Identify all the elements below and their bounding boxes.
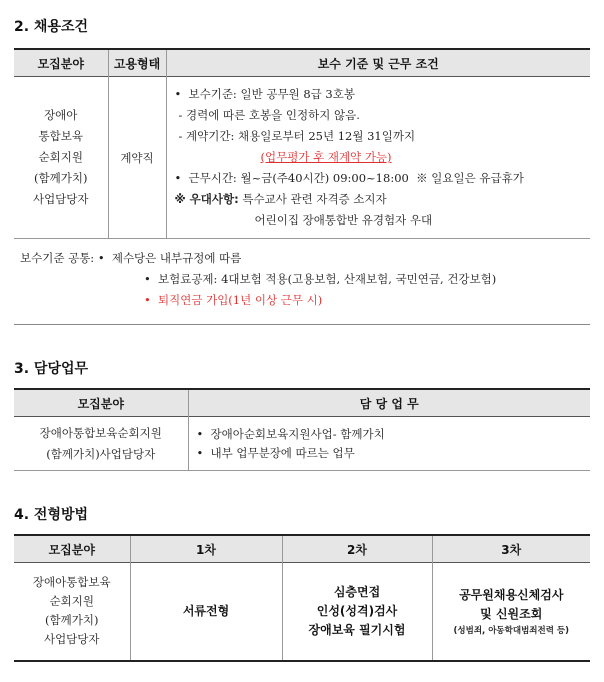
conditions-cell [166, 77, 590, 239]
header-stage-1: 1차 [130, 535, 282, 563]
stage-3-cell [432, 563, 590, 661]
duties-cell [188, 417, 590, 471]
holiday-note: ※ 일요일은 유급휴가 [416, 171, 524, 185]
common-item-insurance: 보험료공제: 4대보험 적용(고용보험, 산재보험, 국민연금, 건강보험) [158, 272, 497, 286]
field-cell [14, 417, 188, 471]
duty-item: 장애아순회보육지원사업- 함께가치 [210, 426, 385, 441]
section-divider [14, 324, 590, 325]
stage-2-item: 장애보육 필기시험 [308, 622, 406, 637]
section-title-employment-conditions: 2. 채용조건 [14, 19, 89, 35]
header-field: 모집분야 [14, 389, 188, 417]
header-field: 모집분야 [14, 535, 130, 563]
common-pay-notes [20, 248, 496, 311]
field-line: (함께가치) [45, 613, 99, 628]
common-label: 보수기준 공통: [20, 251, 95, 265]
duty-item: 내부 업무분장에 따르는 업무 [210, 445, 355, 460]
field-line: 순회지원 [49, 594, 94, 609]
field-line: 장애아통합보육순회지원 [39, 425, 162, 440]
stage-1-document-screening: 서류전형 [182, 603, 230, 618]
bullet-icon: • [144, 272, 151, 286]
field-line: (함께가치)사업담당자 [46, 446, 156, 461]
field-line: 사업담당자 [43, 632, 100, 647]
stage-1-cell [130, 563, 282, 661]
common-item-allowances: 제수당은 내부규정에 따름 [111, 251, 242, 265]
bullet-icon: • [97, 251, 105, 265]
section-title-selection-process: 4. 전형방법 [14, 507, 89, 523]
bullet-icon: • [144, 293, 151, 307]
preference-2: 어린이집 장애통합반 유경험자 우대 [254, 213, 433, 227]
field-cell [14, 563, 130, 661]
preference-1: 특수교사 관련 자격증 소지자 [242, 192, 387, 206]
preference-label: ※ 우대사항: [174, 192, 239, 206]
header-stage-3: 3차 [432, 535, 590, 563]
bullet-icon: • [174, 171, 182, 185]
contract-period: - 계약기간: 채용일로부터 25년 12월 31일까지 [178, 129, 416, 143]
field-line: (함께가치) [34, 171, 88, 185]
bullet-icon: • [196, 426, 204, 441]
header-duties: 담 당 업 무 [188, 389, 590, 417]
selection-process-table [14, 534, 590, 662]
bullet-icon: • [174, 87, 182, 101]
common-item-pension: 퇴직연금 가입(1년 이상 근무 시) [158, 293, 323, 307]
field-line: 사업담당자 [32, 192, 89, 206]
renewal-note: (업무평가 후 재계약 가능) [260, 150, 392, 164]
field-line: 통합보육 [38, 129, 83, 143]
field-line: 순회지원 [38, 150, 83, 164]
header-stage-2: 2차 [282, 535, 432, 563]
employment-conditions-table [14, 48, 590, 239]
career-note: - 경력에 따른 호봉을 인정하지 않음. [178, 108, 360, 122]
header-pay-work-conditions: 보수 기준 및 근무 조건 [166, 49, 590, 77]
stage-3-item: 공무원채용신체검사 [459, 588, 564, 603]
field-cell [14, 77, 108, 239]
stage-3-note: (성범죄, 아동학대범죄전력 등) [453, 626, 569, 637]
work-hours: 근무시간: 월~금(주40시간) 09:00~18:00 [188, 171, 409, 185]
field-line: 장애아 [44, 108, 78, 122]
stage-2-cell [282, 563, 432, 661]
stage-2-item: 심층면접 [333, 584, 381, 599]
bullet-icon: • [196, 445, 204, 460]
field-line: 장애아통합보육 [32, 575, 111, 590]
stage-3-item: 및 신원조회 [480, 607, 543, 622]
section-title-duties: 3. 담당업무 [14, 361, 89, 377]
header-employment-type: 고용형태 [108, 49, 166, 77]
stage-2-item: 인성(성격)검사 [316, 603, 398, 618]
duties-table [14, 388, 590, 471]
pay-standard: 보수기준: 일반 공무원 8급 3호봉 [188, 87, 355, 101]
header-field: 모집분야 [14, 49, 108, 77]
employment-type-cell: 계약직 [108, 77, 166, 239]
